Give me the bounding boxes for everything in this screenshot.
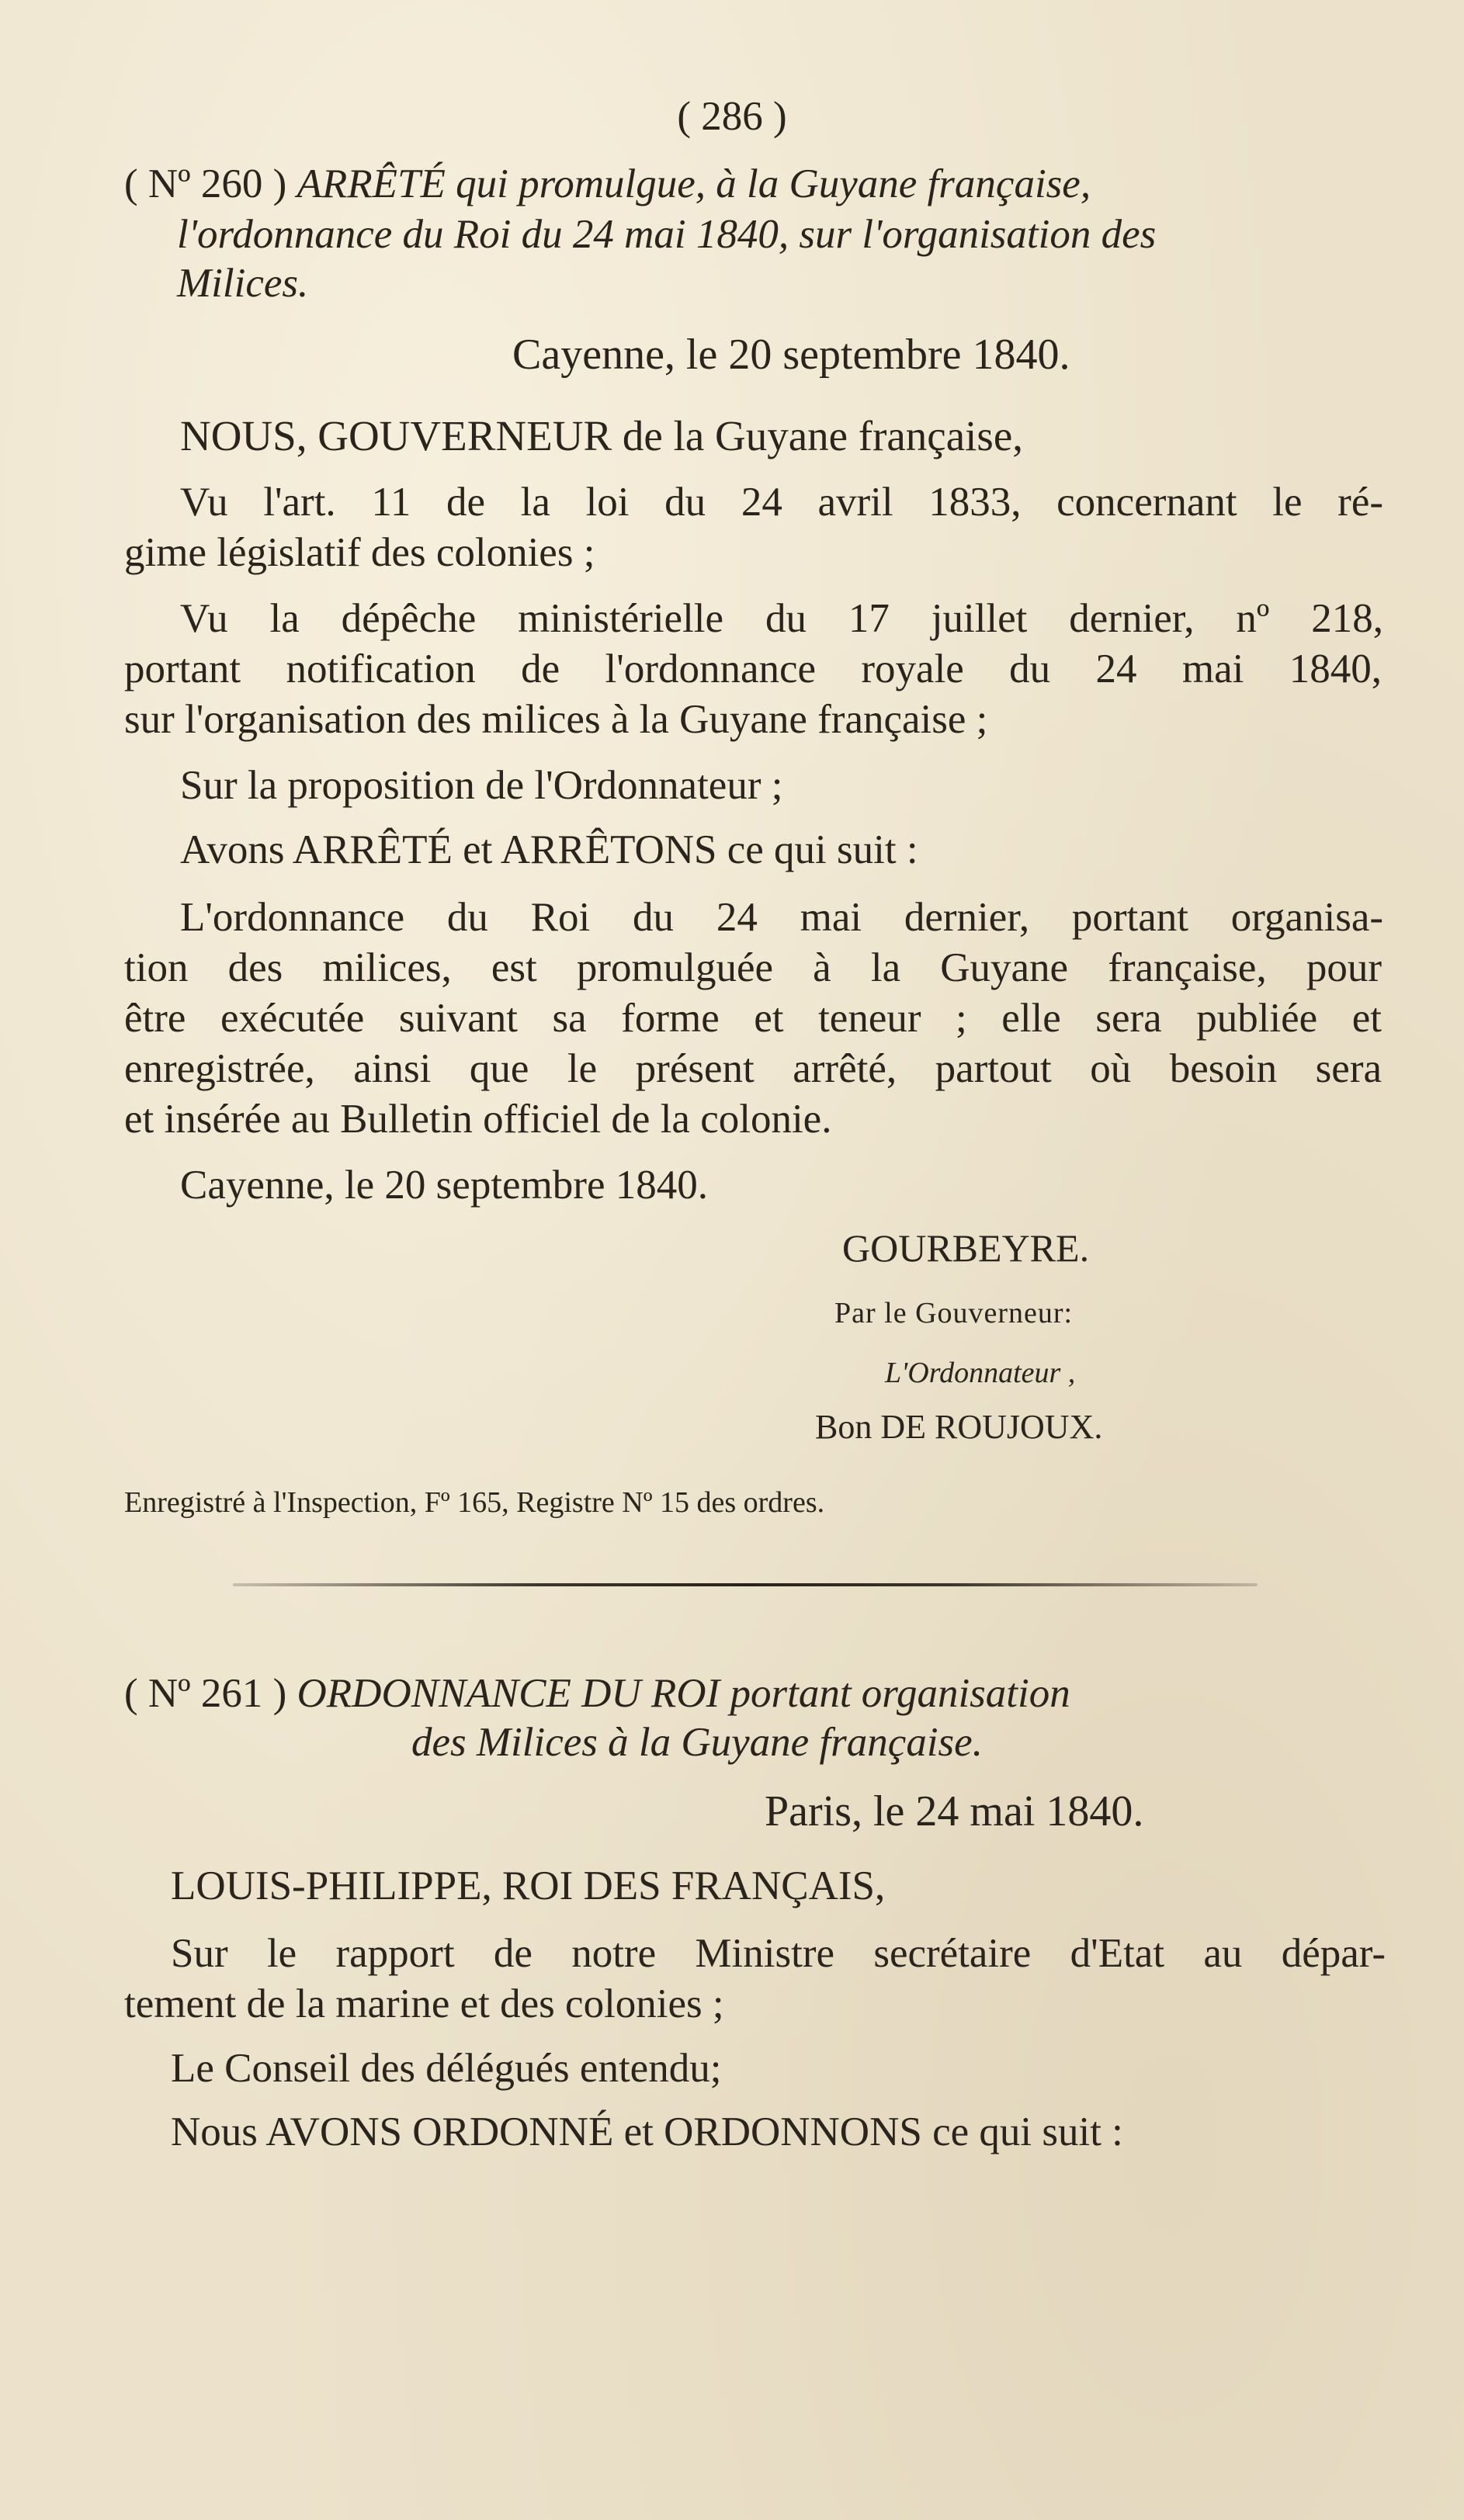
act-260-para-2-line-2: portant notification de l'ordonnance royale du 24 mai 1840, xyxy=(124,646,1382,692)
act-260-para-4: Avons ARRÊTÉ et ARRÊTONS ce qui suit : xyxy=(180,827,918,872)
act-261-title-1: ORDONNANCE DU ROI portant organisation xyxy=(297,1671,1070,1716)
act-261-intro: LOUIS-PHILIPPE, ROI DES FRANÇAIS, xyxy=(171,1863,886,1908)
act-261-para-1-line-2: tement de la marine et des colonies ; xyxy=(124,1981,724,2026)
act-260-para-5-line-3: être exécutée suivant sa forme et teneur ; elle sera publiée et xyxy=(124,996,1382,1041)
act-261-para-2: Le Conseil des délégués entendu; xyxy=(171,2046,722,2091)
section-divider xyxy=(233,1583,1258,1586)
page-number: ( 286 ) xyxy=(677,94,787,139)
act-260-para-5-line-2: tion des milices, est promulguée à la Guyane française, pour xyxy=(124,945,1382,990)
signature-gourbeyre: GOURBEYRE. xyxy=(842,1226,1090,1270)
act-261-dateline: Paris, le 24 mai 1840. xyxy=(765,1787,1144,1835)
act-260-intro: NOUS, GOUVERNEUR de la Guyane française, xyxy=(180,412,1023,459)
act-261-para-3: Nous AVONS ORDONNÉ et ORDONNONS ce qui suit : xyxy=(171,2109,1123,2154)
act-260-para-3: Sur la proposition de l'Ordonnateur ; xyxy=(180,763,783,808)
act-260-para-2-line-3: sur l'organisation des milices à la Guyane française ; xyxy=(124,697,988,742)
act-260-para-2-line-1: Vu la dépêche ministérielle du 17 juillet dernier, nº 218, xyxy=(180,596,1383,641)
act-260-title-line-1 xyxy=(124,159,1382,209)
act-260-dateline: Cayenne, le 20 septembre 1840. xyxy=(512,331,1070,379)
signature-de-roujoux: Bon DE ROUJOUX. xyxy=(815,1408,1103,1446)
act-260-title-3: Milices. xyxy=(177,261,309,306)
act-260-title-1: ARRÊTÉ qui promulgue, à la Guyane française, xyxy=(297,161,1091,206)
registration-note: Enregistré à l'Inspection, Fº 165, Registre Nº 15 des ordres. xyxy=(124,1486,825,1519)
act-260-para-5-line-1: L'ordonnance du Roi du 24 mai dernier, portant organisa- xyxy=(180,895,1383,940)
act-261-number: ( Nº 261 ) xyxy=(124,1671,287,1716)
act-261-title-line-1 xyxy=(124,1669,1382,1718)
act-260-closing-date: Cayenne, le 20 septembre 1840. xyxy=(180,1163,708,1208)
act-260-para-5-line-5: et insérée au Bulletin officiel de la colonie. xyxy=(124,1097,832,1142)
act-260-para-1-line-2: gime législatif des colonies ; xyxy=(124,530,595,575)
by-the-governor: Par le Gouverneur: xyxy=(834,1297,1074,1329)
act-260-number: ( Nº 260 ) xyxy=(124,161,287,206)
act-260-para-1-line-1: Vu l'art. 11 de la loi du 24 avril 1833, concernant le ré- xyxy=(180,480,1383,525)
act-260-para-5-line-4: enregistrée, ainsi que le présent arrêté, partout où besoin sera xyxy=(124,1046,1382,1091)
act-260-title-2: l'ordonnance du Roi du 24 mai 1840, sur l'organisation des xyxy=(177,212,1157,257)
ordonnateur-title: L'Ordonnateur , xyxy=(885,1357,1076,1389)
act-261-para-1-line-1: Sur le rapport de notre Ministre secrétaire d'Etat au dépar- xyxy=(171,1931,1386,1976)
act-261-title-2: des Milices à la Guyane française. xyxy=(411,1720,983,1765)
